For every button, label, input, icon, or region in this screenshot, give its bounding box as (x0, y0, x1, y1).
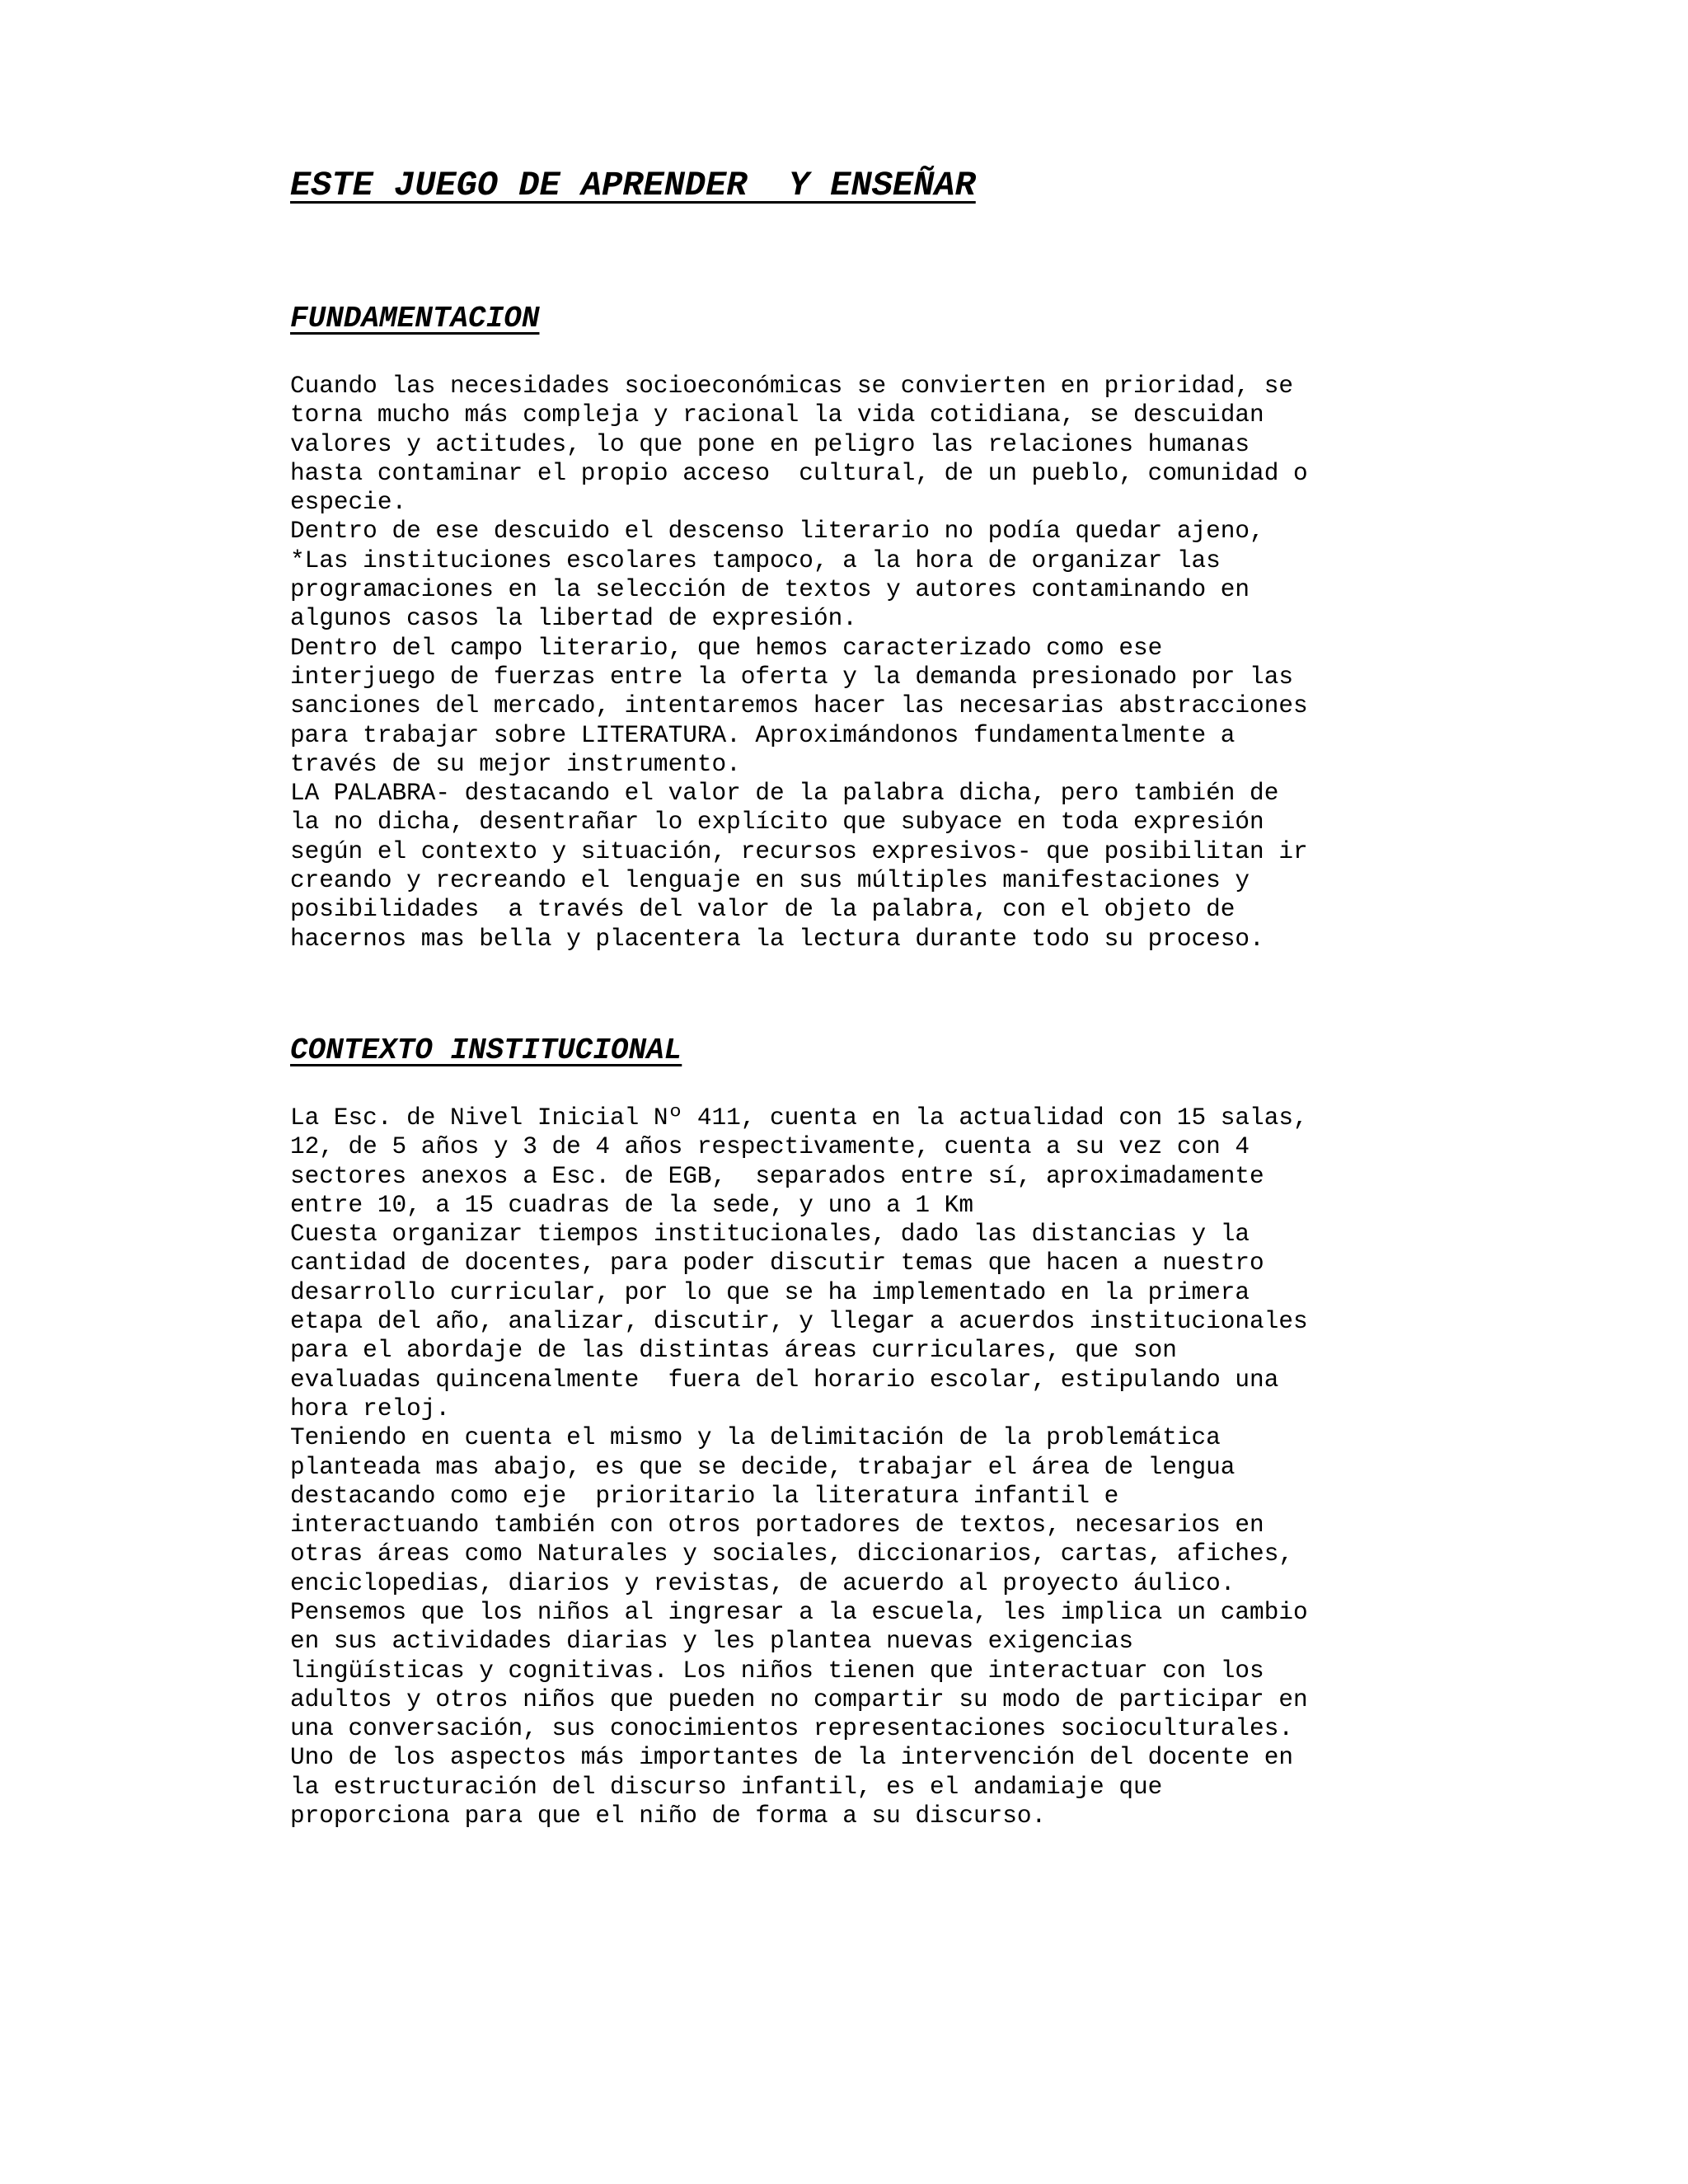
text-line: evaluadas quincenalmente fuera del horario escolar, estipulando una (290, 1366, 1279, 1394)
text-line: La Esc. de Nivel Inicial Nº 411, cuenta en la actualidad con 15 salas, (290, 1104, 1308, 1132)
text-line: hora reloj. (290, 1394, 451, 1422)
section-heading: CONTEXTO INSTITUCIONAL (290, 1033, 682, 1067)
text-line: planteada mas abajo, es que se decide, trabajar el área de lengua (290, 1453, 1236, 1481)
text-line: según el contexto y situación, recursos expresivos- que posibilitan ir (290, 837, 1308, 865)
section-heading: FUNDAMENTACION (290, 302, 540, 335)
text-line: LA PALABRA- destacando el valor de la palabra dicha, pero también de (290, 780, 1279, 808)
text-line: etapa del año, analizar, discutir, y llegar a acuerdos institucionales (290, 1308, 1308, 1336)
text-line: sectores anexos a Esc. de EGB, separados entre sí, aproximadamente (290, 1162, 1264, 1190)
text-line: en sus actividades diarias y les plantea nuevas exigencias (290, 1628, 1133, 1656)
text-line: interjuego de fuerzas entre la oferta y la demanda presionado por las (290, 663, 1293, 691)
section-contexto-institucional (290, 1033, 1444, 1830)
text-line: 12, de 5 años y 3 de 4 años respectivamente, cuenta a su vez con 4 (290, 1133, 1250, 1161)
document-title: ESTE JUEGO DE APRENDER Y ENSEÑAR (290, 166, 976, 205)
text-line: desarrollo curricular, por lo que se ha implementado en la primera (290, 1278, 1250, 1306)
text-line: creando y recreando el lenguaje en sus múltiples manifestaciones y (290, 867, 1250, 895)
text-line: la no dicha, desentrañar lo explícito que subyace en toda expresión (290, 808, 1264, 837)
text-line: torna mucho más compleja y racional la vida cotidiana, se descuidan (290, 401, 1264, 429)
text-line: Dentro de ese descuido el descenso literario no podía quedar ajeno, (290, 518, 1264, 546)
text-line: valores y actitudes, lo que pone en peligro las relaciones humanas (290, 430, 1250, 458)
text-line: posibilidades a través del valor de la palabra, con el objeto de (290, 896, 1236, 924)
text-line: proporciona para que el niño de forma a su discurso. (290, 1802, 1047, 1830)
text-line: Cuando las necesidades socioeconómicas se convierten en prioridad, se (290, 373, 1293, 400)
text-line: entre 10, a 15 cuadras de la sede, y uno a 1 Km (290, 1191, 973, 1219)
text-line: para el abordaje de las distintas áreas curriculares, que son (290, 1337, 1177, 1365)
text-line: hacernos mas bella y placentera la lectura durante todo su proceso. (290, 925, 1264, 953)
text-line: la estructuración del discurso infantil, es el andamiaje que (290, 1773, 1163, 1801)
text-line: otras áreas como Naturales y sociales, diccionarios, cartas, afiches, (290, 1540, 1293, 1568)
text-line: hasta contaminar el propio acceso cultural, de un pueblo, comunidad o (290, 459, 1308, 487)
text-line: sanciones del mercado, intentaremos hacer las necesarias abstracciones (290, 692, 1308, 720)
text-line: programaciones en la selección de textos y autores contaminando en (290, 576, 1250, 604)
text-line: enciclopedias, diarios y revistas, de acuerdo al proyecto áulico. (290, 1569, 1236, 1597)
text-line: destacando como eje prioritario la literatura infantil e (290, 1482, 1119, 1510)
text-line: para trabajar sobre LITERATURA. Aproximándonos fundamentalmente a (290, 721, 1236, 749)
text-line: especie. (290, 489, 407, 517)
section-body (290, 372, 1444, 954)
text-line: algunos casos la libertad de expresión. (290, 605, 857, 633)
document-page (290, 165, 1444, 1830)
text-line: Teniendo en cuenta el mismo y la delimitación de la problemática (290, 1424, 1221, 1452)
text-line: Dentro del campo literario, que hemos caracterizado como ese (290, 634, 1163, 662)
section-body (290, 1104, 1444, 1830)
text-line: *Las instituciones escolares tampoco, a la hora de organizar las (290, 546, 1221, 574)
text-line: cantidad de docentes, para poder discutir temas que hacen a nuestro (290, 1249, 1264, 1277)
text-line: Pensemos que los niños al ingresar a la escuela, les implica un cambio (290, 1598, 1308, 1626)
text-line: adultos y otros niños que pueden no compartir su modo de participar en (290, 1685, 1308, 1713)
text-line: Uno de los aspectos más importantes de la intervención del docente en (290, 1744, 1293, 1772)
text-line: una conversación, sus conocimientos representaciones socioculturales. (290, 1715, 1293, 1743)
text-line: lingüísticas y cognitivas. Los niños tienen que interactuar con los (290, 1657, 1264, 1685)
section-fundamentacion (290, 301, 1444, 954)
text-line: interactuando también con otros portadores de textos, necesarios en (290, 1511, 1264, 1540)
text-line: través de su mejor instrumento. (290, 750, 741, 778)
title-block (290, 165, 1444, 214)
text-line: Cuesta organizar tiempos institucionales, dado las distancias y la (290, 1221, 1250, 1249)
